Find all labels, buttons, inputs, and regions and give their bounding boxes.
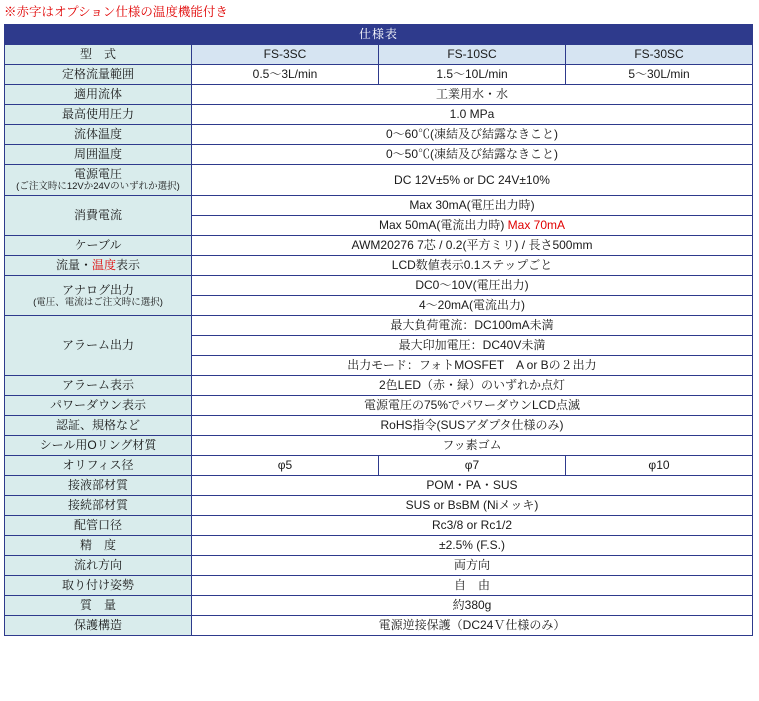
analog-output-voltage: DC0〜10V(電圧出力)	[192, 276, 753, 296]
row-label-ambient-temp: 周囲温度	[5, 145, 192, 165]
analog-output-label-sub: (電圧、電流はご注文時に選択)	[33, 296, 163, 308]
table-row	[5, 596, 753, 616]
row-label-alarm-output: アラーム出力	[5, 316, 192, 376]
table-row	[5, 556, 753, 576]
current-consumption-current-out-text: Max 50mA(電流出力時)	[378, 218, 505, 232]
column-header-fs3sc: FS-3SC	[192, 45, 379, 65]
analog-output-label-main: アナログ出力	[61, 282, 134, 297]
flow-range-fs30sc: 5〜30L/min	[566, 65, 753, 85]
oring-material-value: フッ素ゴム	[192, 436, 753, 456]
row-label-supply-voltage	[5, 165, 192, 196]
row-label-fluid-temp: 流体温度	[5, 125, 192, 145]
flow-range-fs3sc: 0.5〜3L/min	[192, 65, 379, 85]
column-header-fs30sc: FS-30SC	[566, 45, 753, 65]
orifice-fs3sc: φ5	[192, 456, 379, 476]
row-label-current-consumption: 消費電流	[5, 196, 192, 236]
weight-value: 約380g	[192, 596, 753, 616]
table-row	[5, 65, 753, 85]
row-label-pipe-diameter: 配管口径	[5, 516, 192, 536]
table-row	[5, 496, 753, 516]
row-label-powerdown-display: パワーダウン表示	[5, 396, 192, 416]
row-label-flow-range: 定格流量範囲	[5, 65, 192, 85]
alarm-output-max-load-current: 最大負荷電流：DC100mA未満	[192, 316, 753, 336]
table-row	[5, 236, 753, 256]
table-row	[5, 576, 753, 596]
current-consumption-voltage-out: Max 30mA(電圧出力時)	[192, 196, 753, 216]
table-row	[5, 145, 753, 165]
table-row	[5, 256, 753, 276]
orifice-fs10sc: φ7	[379, 456, 566, 476]
fluid-value: 工業用水・水	[192, 85, 753, 105]
column-header-model: 型 式	[5, 45, 192, 65]
row-label-fluid: 適用流体	[5, 85, 192, 105]
powerdown-display-value: 電源電圧の75%でパワーダウンLCD点滅	[192, 396, 753, 416]
analog-output-current: 4〜20mA(電流出力)	[192, 296, 753, 316]
current-consumption-option-text: Max 70mA	[507, 218, 566, 232]
ambient-temp-value: 0〜50℃(凍結及び結露なきこと)	[192, 145, 753, 165]
table-row	[5, 456, 753, 476]
row-label-protection-structure: 保護構造	[5, 616, 192, 636]
mounting-orientation-value: 自 由	[192, 576, 753, 596]
row-label-certification: 認証、規格など	[5, 416, 192, 436]
table-row	[5, 85, 753, 105]
supply-voltage-label-main: 電源電圧	[73, 167, 122, 181]
table-row	[5, 276, 753, 296]
flow-direction-value: 両方向	[192, 556, 753, 576]
row-label-cable: ケーブル	[5, 236, 192, 256]
table-row	[5, 436, 753, 456]
row-label-mounting-orientation: 取り付け姿勢	[5, 576, 192, 596]
row-label-accuracy: 精 度	[5, 536, 192, 556]
column-header-fs10sc: FS-10SC	[379, 45, 566, 65]
flow-temp-display-part3: 表示	[116, 258, 141, 272]
table-row	[5, 536, 753, 556]
table-title: 仕様表	[5, 25, 753, 45]
table-row	[5, 376, 753, 396]
current-consumption-current-out	[192, 216, 753, 236]
table-row	[5, 416, 753, 436]
row-label-connection-material: 接続部材質	[5, 496, 192, 516]
table-title-row	[5, 25, 753, 45]
row-label-analog-output	[5, 276, 192, 316]
row-label-oring-material: シール用Oリング材質	[5, 436, 192, 456]
row-label-flow-direction: 流れ方向	[5, 556, 192, 576]
pipe-diameter-value: Rc3/8 or Rc1/2	[192, 516, 753, 536]
table-row	[5, 125, 753, 145]
alarm-output-max-applied-voltage: 最大印加電圧：DC40V未満	[192, 336, 753, 356]
alarm-output-mode: 出力モード：フォトMOSFET A or Bの２出力	[192, 356, 753, 376]
accuracy-value: ±2.5% (F.S.)	[192, 536, 753, 556]
table-row	[5, 316, 753, 336]
certification-value: RoHS指令(SUSアダプタ仕様のみ)	[192, 416, 753, 436]
table-row	[5, 105, 753, 125]
table-row	[5, 196, 753, 216]
row-label-max-pressure: 最高使用圧力	[5, 105, 192, 125]
flow-range-fs10sc: 1.5〜10L/min	[379, 65, 566, 85]
protection-structure-value: 電源逆接保護（DC24Ｖ仕様のみ）	[192, 616, 753, 636]
table-header-row	[5, 45, 753, 65]
fluid-temp-value: 0〜60℃(凍結及び結露なきこと)	[192, 125, 753, 145]
max-pressure-value: 1.0 MPa	[192, 105, 753, 125]
specification-table	[4, 24, 753, 636]
table-row	[5, 396, 753, 416]
supply-voltage-value: DC 12V±5% or DC 24V±10%	[192, 165, 753, 196]
table-row	[5, 476, 753, 496]
row-label-orifice-diameter: オリフィス径	[5, 456, 192, 476]
table-row	[5, 616, 753, 636]
row-label-flow-temp-display	[5, 256, 192, 276]
table-row	[5, 165, 753, 196]
row-label-alarm-display: アラーム表示	[5, 376, 192, 396]
orifice-fs30sc: φ10	[566, 456, 753, 476]
supply-voltage-label-sub: (ご注文時に12Vか24Vのいずれか選択)	[16, 181, 180, 192]
row-label-weight: 質 量	[5, 596, 192, 616]
flow-temp-display-part1: 流量・	[55, 258, 92, 272]
connection-material-value: SUS or BsBM (Niメッキ)	[192, 496, 753, 516]
flow-temp-display-value: LCD数値表示0.1ステップごと	[192, 256, 753, 276]
row-label-wetted-material: 接液部材質	[5, 476, 192, 496]
wetted-material-value: POM・PA・SUS	[192, 476, 753, 496]
option-note: ※赤字はオプション仕様の温度機能付き	[4, 5, 228, 19]
table-row	[5, 516, 753, 536]
flow-temp-display-part2: 温度	[91, 258, 116, 272]
alarm-display-value: 2色LED（赤・緑）のいずれか点灯	[192, 376, 753, 396]
cable-value: AWM20276 7芯 / 0.2(平方ミリ) / 長さ500mm	[192, 236, 753, 256]
